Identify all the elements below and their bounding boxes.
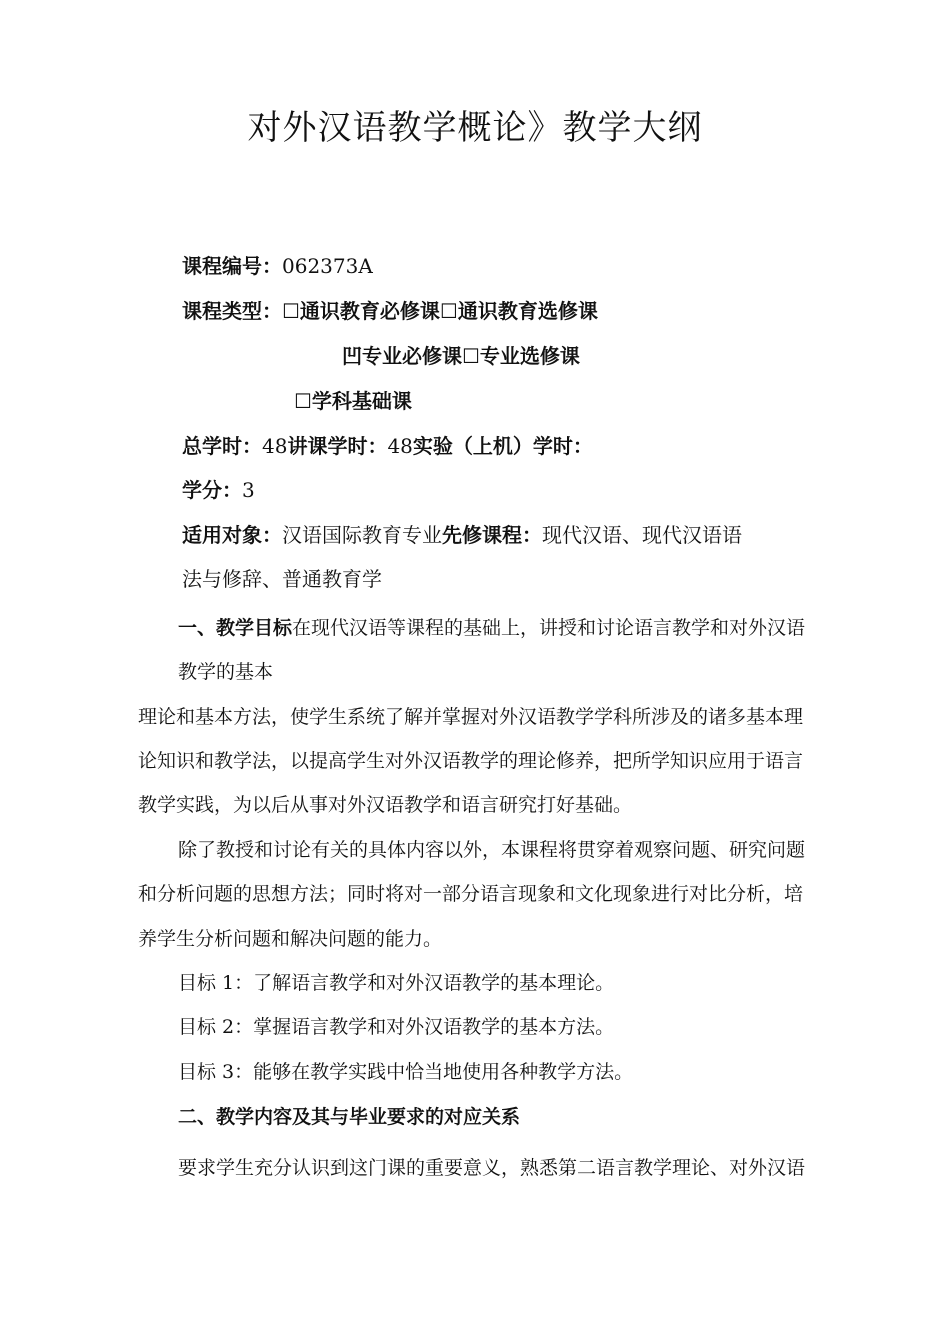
section1-p2-line2-row xyxy=(138,880,803,908)
document-title: 对外汉语教学概论》教学大纲 xyxy=(247,108,703,148)
section1-p2-line3-row xyxy=(138,925,442,953)
prereq-label: 先修课程： xyxy=(442,523,542,547)
goal-2: 目标 2：掌握语言教学和对外汉语教学的基本方法。 xyxy=(178,1016,615,1038)
lecture-hours-label: 讲课学时： xyxy=(287,434,388,458)
section1-p1-line3-row xyxy=(138,703,803,731)
course-code-value: 062373A xyxy=(282,254,373,278)
goal-1-row xyxy=(178,969,614,997)
section1-p1-line5: 教学实践，为以后从事对外汉语教学和语言研究打好基础。 xyxy=(138,794,633,816)
credits-row xyxy=(182,476,255,504)
section1-p1-line2: 教学的基本 xyxy=(178,661,274,683)
section1-p2-line1-row xyxy=(178,836,805,864)
prereq-value-1: 现代汉语、现代汉语语 xyxy=(542,523,742,547)
goal-3: 目标 3：能够在教学实践中恰当地使用各种教学方法。 xyxy=(178,1061,634,1083)
course-type-label: 课程类型： xyxy=(182,299,282,323)
total-hours-value: 48 xyxy=(262,434,288,458)
section1-p2-line1: 除了教授和讨论有关的具体内容以外，本课程将贯穿着观察问题、研究问题 xyxy=(178,839,806,861)
course-type-options-2-row xyxy=(342,342,580,370)
course-type-options-1: ☐通识教育必修课☐通识教育选修课 xyxy=(282,299,598,323)
course-type-options-2: 凹专业必修课☐专业选修课 xyxy=(342,344,580,368)
section2-p1-line1-row xyxy=(178,1154,805,1182)
section1-p1-line1: 在现代汉语等课程的基础上，讲授和讨论语言教学和对外汉语 xyxy=(292,617,806,639)
hours-row xyxy=(182,432,593,460)
course-type-options-3-row xyxy=(294,387,412,415)
section1-heading: 一、教学目标 xyxy=(178,617,293,639)
prereq-continuation-row xyxy=(182,565,382,593)
prereq-value-2: 法与修辞、普通教育学 xyxy=(182,567,382,591)
goal-3-row xyxy=(178,1058,633,1086)
section2-heading: 二、教学内容及其与毕业要求的对应关系 xyxy=(178,1106,521,1128)
section2-p1-line1: 要求学生充分认识到这门课的重要意义，熟悉第二语言教学理论、对外汉语 xyxy=(178,1157,806,1179)
audience-row xyxy=(182,521,742,549)
course-type-options-3: ☐学科基础课 xyxy=(294,389,412,413)
credits-value: 3 xyxy=(242,478,255,502)
section1-p1-line4: 论知识和教学法，以提高学生对外汉语教学的理论修养，把所学知识应用于语言 xyxy=(138,750,804,772)
credits-label: 学分： xyxy=(182,478,242,502)
section1-p2-line2: 和分析问题的思想方法；同时将对一部分语言现象和文化现象进行对比分析，培 xyxy=(138,883,804,905)
lab-hours-label: 实验（上机）学时： xyxy=(412,434,593,458)
section1-p1-line5-row xyxy=(138,791,632,819)
section1-p1-line4-row xyxy=(138,747,803,775)
goal-1: 目标 1：了解语言教学和对外汉语教学的基本理论。 xyxy=(178,972,615,994)
course-code-label: 课程编号： xyxy=(182,254,282,278)
section1-p1-line3: 理论和基本方法，使学生系统了解并掌握对外汉语教学学科所涉及的诸多基本理 xyxy=(138,706,804,728)
lecture-hours-value: 48 xyxy=(387,434,413,458)
total-hours-label: 总学时： xyxy=(182,434,262,458)
goal-2-row xyxy=(178,1013,614,1041)
audience-value: 汉语国际教育专业 xyxy=(282,523,442,547)
section1-heading-row xyxy=(178,614,805,642)
audience-label: 适用对象： xyxy=(182,523,282,547)
section1-p1-line2-row xyxy=(178,658,273,686)
section1-p2-line3: 养学生分析问题和解决问题的能力。 xyxy=(138,928,443,950)
section2-heading-row xyxy=(178,1103,520,1131)
course-type-row xyxy=(182,297,598,325)
course-code-row xyxy=(182,252,373,280)
